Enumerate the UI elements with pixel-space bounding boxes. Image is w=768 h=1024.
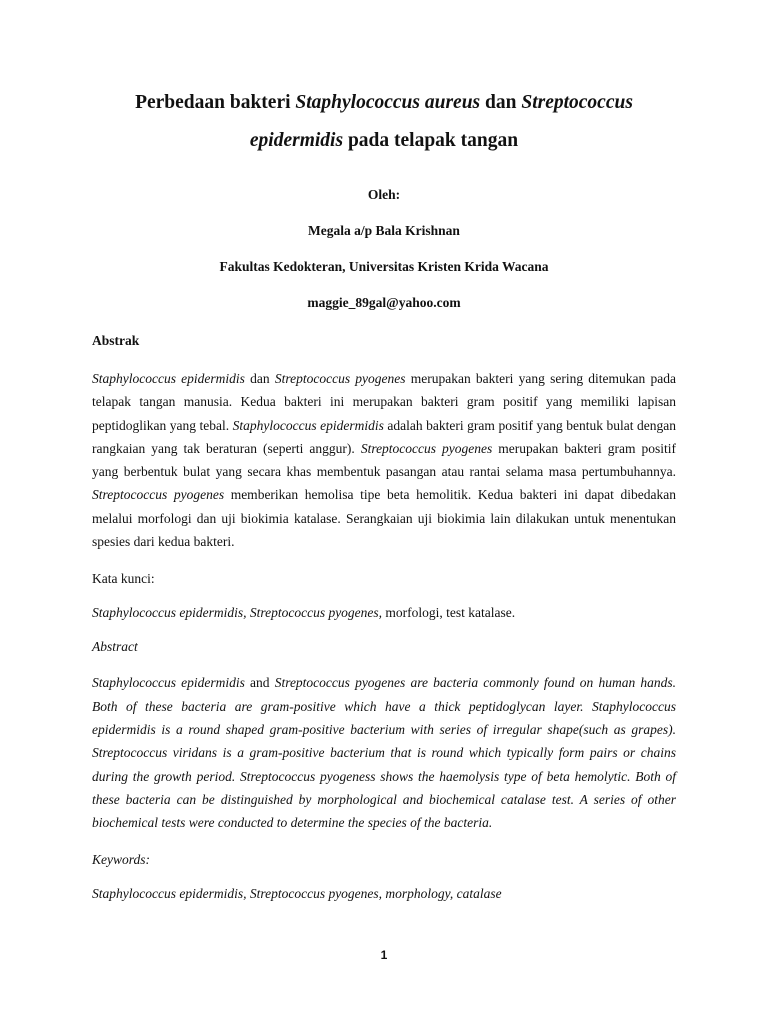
title-text: pada telapak tangan [343,130,519,151]
page-number: 1 [380,948,388,962]
kata-kunci-text [92,605,676,621]
abstract-text: Streptococcus pyogenes are bacteria commonly found on human hands. Both of these bacteria are gram-positive which have a thick peptidoglycan layer. Staphylococcus epidermidis is a round shaped gram-positive bacterium with series of irregular shape(such as grapes). Streptococcus viridans is a gram-positive bacterium that is round which typically form pairs or chains during the growth period. Streptococcus pyogeness shows the haemolysis type of beta hemolytic. Both of these bacteria can be distinguished by morphological and biochemical catalase test. A series of other biochemical tests were conducted to determine the species of the bacteria. [92,675,676,831]
abstrak-heading: Abstrak [92,333,140,348]
species-name: Streptococcus pyogenes [92,487,225,503]
oleh-label: Oleh: [367,187,401,202]
abstrak-text: dan [244,371,275,386]
title-species-2: Streptococcus epidermidis [249,92,633,151]
keywords-text: Staphylococcus epidermidis, Streptococcus pyogenes, morphology, catalase [92,886,502,902]
title-text: Perbedaan bakteri [135,92,296,113]
abstract-text: Staphylococcus epidermidis [92,675,245,691]
species-name: Streptococcus pyogenes [274,371,406,386]
author-email: maggie_89gal@yahoo.com [307,295,461,310]
abstrak-text: merupakan bakteri yang sering ditemukan pada telapak tangan manusia. Kedua bakteri ini merupakan bakteri gram positif yang memiliki lapisan peptidoglikan yang tebal. [92,371,676,433]
kata-kunci-label: Kata kunci: [92,571,155,587]
abstrak-text: merupakan bakteri gram positif yang berbentuk bulat yang secara khas membentuk pasangan atau rantai selama masa pertumbuhannya. [92,440,676,480]
paper-title [92,0,676,160]
abstract-heading: Abstract [92,639,138,655]
kata-kunci-terms: morfologi, test katalase. [382,605,516,621]
abstract-conjunction: and [244,675,275,691]
abstrak-body [92,367,676,553]
species-name: Staphylococcus epidermidis [92,371,245,386]
abstrak-text: adalah bakteri gram positif yang bentuk bulat dengan rangkaian yang tak beraturan (seperti anggur). [92,417,676,456]
title-text: dan [480,92,522,113]
abstrak-text: memberikan hemolisa tipe beta hemolitik. Kedua bakteri ini dapat dibedakan melalui morfologi dan uji biokimia katalase. Serangkaian uji biokimia lain dilakukan untuk menentukan spesies dari kedua bakteri. [92,487,676,550]
abstract-body [92,671,676,834]
keywords-label: Keywords: [92,852,150,868]
species-name: Streptococcus pyogenes [360,440,493,456]
author-affiliation: Fakultas Kedokteran, Universitas Kristen Krida Wacana [219,259,549,274]
author-name: Megala a/p Bala Krishnan [308,223,460,238]
title-species-1: Staphylococcus aureus [295,92,481,113]
kata-kunci-species: Staphylococcus epidermidis, Streptococcus pyogenes, [92,605,383,621]
species-name: Staphylococcus epidermidis [232,417,384,433]
